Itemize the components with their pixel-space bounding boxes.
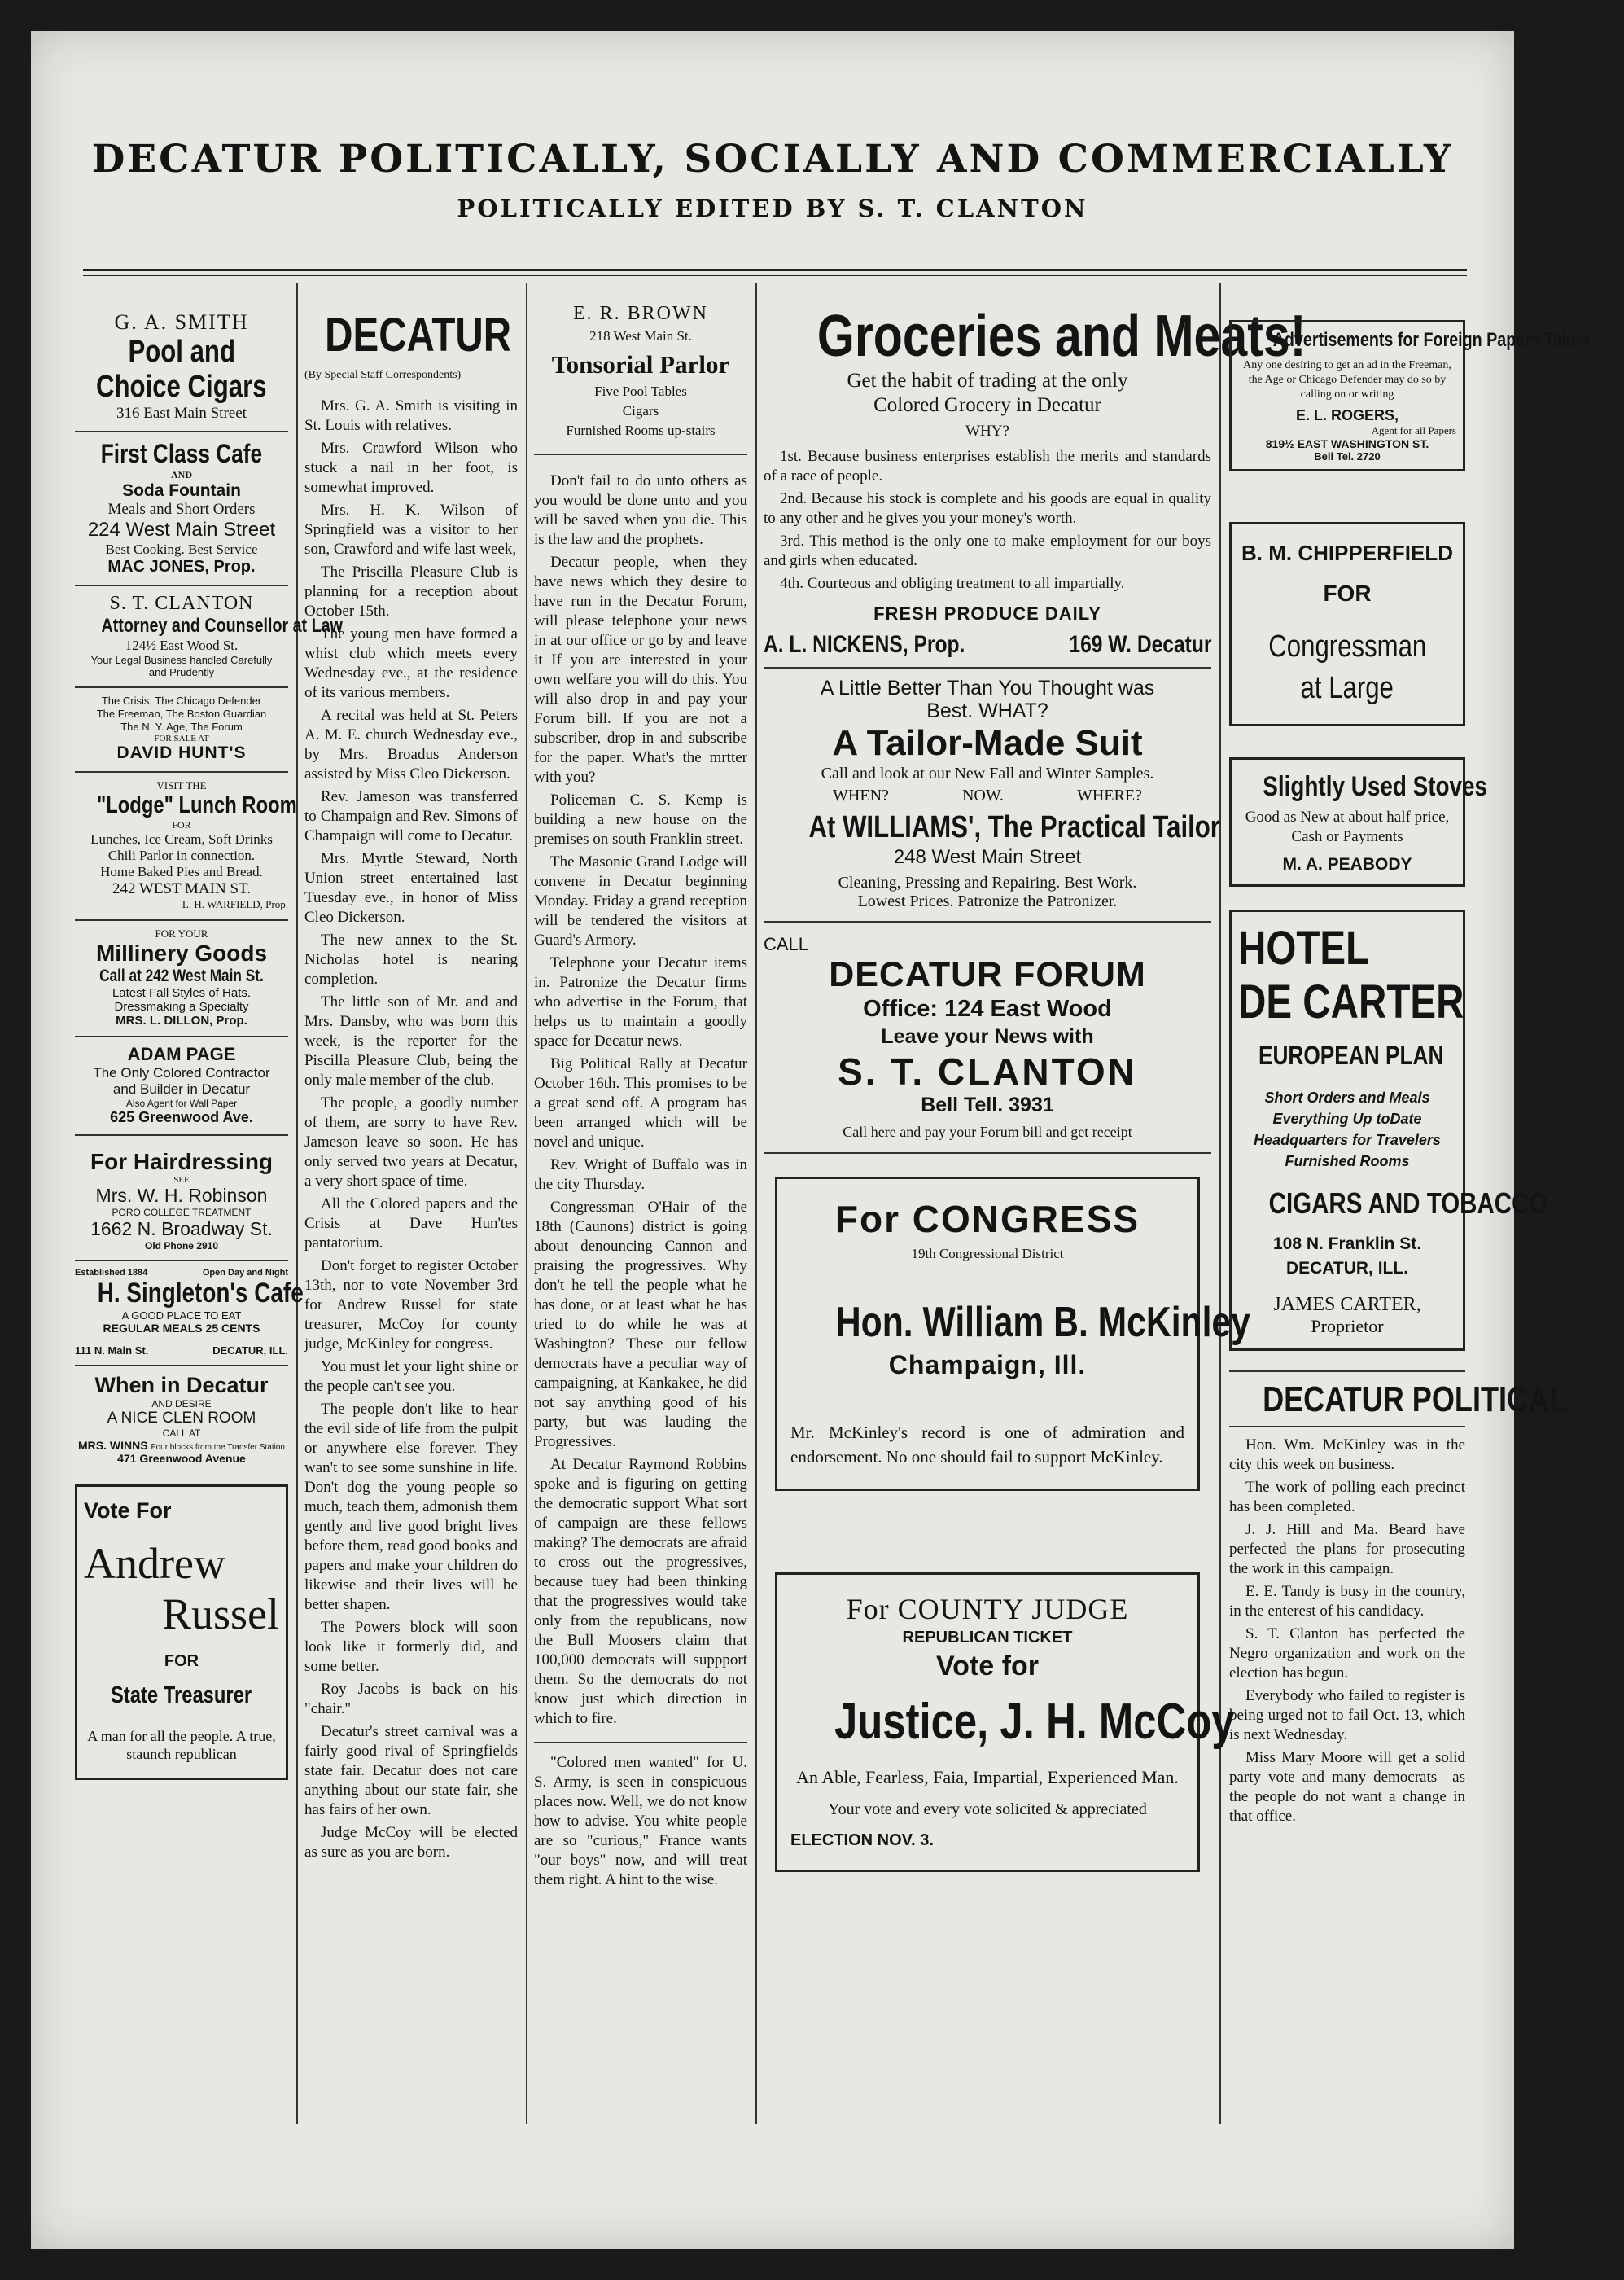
ad-millinery-line: Latest Fall Styles of Hats.: [112, 986, 252, 1000]
news-paragraph: The work of polling each precinct has been completed.: [1229, 1479, 1465, 1515]
column-divider: [526, 283, 527, 2124]
ad-russel-last-name: Russel: [161, 1589, 279, 1638]
ad-hotel-cigars: CIGARS AND TOBACCO: [1268, 1186, 1548, 1220]
news-paragraph: Roy Jacobs is back on his "chair.": [304, 1681, 518, 1717]
ad-foreign-agent: E. L. ROGERS,: [1295, 407, 1399, 423]
ad-judge-text: An Able, Fearless, Faia, Impartial, Experienced Man.: [796, 1767, 1179, 1787]
ad-forum-office: Office: 124 East Wood: [863, 996, 1112, 1022]
news-paragraph: You must let your light shine or the people can't see you.: [304, 1358, 518, 1395]
ad-tailor-line: A Little Better Than You Thought was: [820, 677, 1155, 699]
news-paragraph: At Decatur Raymond Robbins spoke and is figuring on getting the democratic support What sort of campaign are these fellows making? The democrats are afraid to cross out the progressives, because tuey had been thinking that the progressives would take only from the republicans, now the Bull Moosers claim that 100,000 democrats will suppport them. So the democrats do not know just which direction in which to fire.: [534, 1456, 747, 1727]
news-paragraph: Decatur people, when they have news which they desire to have run in the Decatur Forum, will please telephone your news in at our office or go by and leave it If you are interested in your own welfare you will do this. You will also drop in and pay your Forum bill. If you are not a subscriber, drop in and subscribe for the paper. What's the mrtter with you?: [534, 554, 747, 786]
ad-foreign-address: 819½ EAST WASHINGTON ST.: [1265, 437, 1429, 450]
ad-congress-text: Mr. McKinley's record is one of admiration and endorsement. No one should fail to support McKinley.: [790, 1423, 1184, 1467]
ad-stoves: [1229, 757, 1488, 887]
news-paragraph: S. T. Clanton has perfected the Negro organization and work on the election has begun.: [1229, 1625, 1465, 1682]
ad-chip-for: FOR: [1323, 581, 1372, 606]
ad-cafe-address: 224 West Main Street: [87, 519, 276, 541]
news-paragraph: Don't forget to register October 13th, nor to vote November 3rd for Andrew Russel for state treasurer, McCoy for county judge, McKinley for congress.: [304, 1257, 518, 1353]
news-paragraph: The people, a goodly number of them, are sorry to have Rev. Jameson leave so soon. He has only served two years at Decatur, a very short space of time.: [304, 1094, 518, 1190]
news-paragraph: The Masonic Grand Lodge will convene in Decatur beginning Monday. Friday a grand reception will be tendered the visitors at Guard's Armory.: [534, 853, 747, 949]
news-paragraph: The little son of Mr. and and Mrs. Dansby, who was born this week, is the reporter for the Piscilla Pleasure Club, being the only male member of the club.: [304, 993, 518, 1089]
news-paragraph: Hon. Wm. McKinley was in the city this week on business.: [1229, 1436, 1465, 1473]
ad-singleton: [75, 1261, 304, 1366]
ad-congress-district: 19th Congressional District: [911, 1246, 1064, 1261]
ad-brown-line: Cigars: [622, 403, 659, 419]
column-2-news: [304, 304, 518, 1866]
ad-groceries-why: WHY?: [965, 423, 1009, 440]
ad-hotel-address: 108 N. Franklin St.: [1272, 1234, 1422, 1253]
ad-congress-city: Champaign, Ill.: [888, 1350, 1087, 1379]
ad-russel-tagline: A man for all the people. A true, staunch republican: [87, 1728, 276, 1762]
ad-singleton-hours: Open Day and Night: [202, 1268, 288, 1278]
ad-papers-line: The N. Y. Age, The Forum: [120, 721, 243, 733]
ad-forum-line: Leave your News with: [881, 1025, 1094, 1048]
ad-page-line: and Builder in Decatur: [112, 1081, 251, 1097]
ad-chipperfield: [1229, 522, 1465, 726]
ad-brown: [534, 304, 747, 455]
column-3-news: [534, 304, 747, 1893]
column-divider: [296, 283, 298, 2124]
ad-page-line: Also Agent for Wall Paper: [125, 1098, 238, 1109]
news-paragraph: Mrs. Myrtle Steward, North Union street entertained last Tuesday eve., in honor of Miss Cleo Dickerson.: [304, 850, 518, 926]
ad-millinery-address: Call at 242 West Main St.: [99, 967, 264, 985]
ad-winns-heading: When in Decatur: [94, 1373, 269, 1397]
ad-groceries-footer: [764, 631, 1211, 659]
ad-hotel-heading: HOTEL: [1238, 922, 1370, 975]
ad-tailor-heading-2: At WILLIAMS', The Practical Tailor: [808, 810, 1220, 844]
ad-forum: [764, 923, 1211, 1152]
newspaper-page: [31, 31, 1590, 2249]
news-paragraph: Miss Mary Moore will get a solid party vote and many democrats—as the people do not want a change in that office.: [1229, 1749, 1465, 1825]
ad-lodge-heading: "Lodge" Lunch Room: [96, 792, 297, 818]
ad-hair-address: 1662 N. Broadway St.: [90, 1218, 273, 1239]
news-paragraph: Rev. Wright of Buffalo was in the city Thursday.: [534, 1156, 747, 1193]
ad-groceries-reason: 4th. Courteous and obliging treatment to all impartially.: [780, 575, 1125, 592]
ad-singleton-established: Established 1884: [75, 1268, 148, 1278]
ad-groceries-proprietor: A. L. NICKENS, Prop.: [764, 631, 965, 658]
ad-county-judge: [775, 1572, 1235, 1872]
political-heading: DECATUR POLITICAL: [1263, 1379, 1568, 1419]
ad-forum-heading: DECATUR FORUM: [829, 955, 1146, 994]
ad-judge-candidate: Justice, J. H. McCoy: [834, 1694, 1235, 1750]
ad-groceries-reasons: [764, 447, 1211, 594]
ad-foreign-text: Any one desiring to get an ad in the Freeman, the Age or Chicago Defender may do so by calling on or writing: [1243, 359, 1451, 401]
political-news-items: [1229, 1436, 1465, 1826]
ad-winns-line: AND DESIRE: [151, 1398, 212, 1410]
spacer: [764, 1491, 1211, 1572]
column-divider: [755, 283, 757, 2124]
ad-singleton-address: 111 N. Main St.: [75, 1344, 149, 1357]
ad-hair-phone: Old Phone 2910: [144, 1240, 219, 1252]
ad-foreign-line: Agent for all Papers: [1371, 424, 1456, 436]
ad-papers-seller: DAVID HUNT'S: [116, 743, 247, 762]
ad-hotel-proprietor-title: Proprietor: [1311, 1316, 1384, 1336]
ad-tailor: [764, 669, 1220, 921]
ad-brown-line: Furnished Rooms up-stairs: [566, 423, 716, 438]
ad-clanton-line: and Prudently: [148, 666, 215, 678]
ad-smith-heading: Pool and: [128, 335, 235, 369]
column-divider: [1219, 283, 1221, 2124]
news-paragraph: Judge McCoy will be elected as sure as you are born.: [304, 1824, 518, 1861]
decatur-heading-text: DECATUR: [325, 309, 512, 362]
ad-groceries: [764, 304, 1307, 667]
ad-hotel-line: Short Orders and Meals: [1264, 1090, 1430, 1106]
ad-cafe-line: Best Cooking. Best Service: [105, 542, 258, 557]
ad-congress-heading: For CONGRESS: [834, 1198, 1140, 1240]
ad-tailor-line: Cleaning, Pressing and Repairing. Best Work.: [838, 874, 1137, 892]
ad-tailor-heading: A Tailor-Made Suit: [832, 723, 1143, 763]
ad-judge-heading: For COUNTY JUDGE: [846, 1593, 1129, 1625]
masthead: [31, 137, 1514, 222]
ad-groceries-fresh: FRESH PRODUCE DAILY: [873, 603, 1101, 624]
ad-singleton-heading: H. Singleton's Cafe: [97, 1278, 304, 1309]
news-paragraph: Mrs. H. K. Wilson of Springfield was a visitor to her son, Crawford and wife last week,: [304, 502, 518, 558]
ad-hotel-de-carter: [1229, 910, 1548, 1351]
news-paragraph: Congressman O'Hair of the 18th (Caunons) district is going about denouncing Cannon and praising the progressives. Why don't he tell the people what he has done, or at least what he has tried to do while he was at Washington? These our fellow democrats have a peculiar way of campaigning, at Kankakee, he did not say anything good of his party, but was lauding the Progressives.: [534, 1199, 747, 1450]
news-paragraph: Telephone your Decatur items in. Patronize the Decatur firms who advertise in the Forum, that helps us to maintain a goodly space for Decatur news.: [534, 954, 747, 1050]
ad-groceries-reason: 2nd. Because his stock is complete and his goods are equal in quality to any other and he gives you your money's worth.: [764, 490, 1211, 527]
ad-russel: [75, 1484, 288, 1780]
ad-chip-office: Congressman: [1268, 629, 1426, 664]
ad-forum-phone: Bell Tell. 3931: [921, 1094, 1054, 1116]
ad-chip-office-2: at Large: [1300, 671, 1394, 705]
column-3-divider: [534, 1742, 747, 1743]
news-paragraph: Rev. Jameson was transferred to Champaign and Rev. Simons of Champaign will come to Decatur.: [304, 788, 518, 844]
ad-hotel-city: DECATUR, ILL.: [1285, 1259, 1409, 1278]
ad-winns-name: MRS. WINNS: [78, 1439, 148, 1452]
ad-forum-name: S. T. CLANTON: [838, 1050, 1137, 1093]
ad-clanton-address: 124½ East Wood St.: [125, 638, 239, 653]
ad-foreign-papers: [1229, 320, 1590, 471]
news-paragraph: The people don't like to hear the evil side of life from the pulpit or anywhere else forever. They wan't to see some sunshine in life. Don't dog the young people so much, teach them, admonish them gently and live good bright lives before them, read good books and papers and make your children do likewise and their lives will be better shapen.: [304, 1401, 518, 1613]
ad-smith: [75, 304, 288, 432]
ad-tailor-now: NOW.: [961, 787, 1004, 805]
top-rule: [83, 269, 1467, 271]
ad-singleton-top: [75, 1268, 288, 1278]
ad-hairdressing: [75, 1136, 288, 1261]
ad-winns-line: CALL AT: [162, 1427, 201, 1439]
ad-clanton-heading: Attorney and Counsellor at Law: [101, 615, 343, 637]
ad-groceries-line: Get the habit of trading at the only: [847, 370, 1128, 392]
ad-russel-office: State Treasurer: [111, 1682, 252, 1708]
ad-clanton-name: S. T. CLANTON: [109, 593, 254, 614]
ad-congress-candidate: Hon. William B. McKinley: [835, 1299, 1250, 1346]
ad-page-line: The Only Colored Contractor: [93, 1065, 270, 1081]
news-paragraph: "Colored men wanted" for U. S. Army, is seen in conspicuous places now. Well, we do not know how to advise. You white people are so "curious," France wants "our boys" now, and will treat them right. A hint to the wise.: [534, 1754, 747, 1888]
ad-forum-call: CALL: [764, 934, 809, 954]
ad-stoves-heading: Slightly Used Stoves: [1263, 771, 1488, 802]
ad-groceries-address: 169 W. Decatur: [1068, 631, 1211, 658]
decatur-news-items: [304, 397, 518, 1862]
news-paragraph: The young men have formed a whist club which meets every Wednesday eve., at the residence of its various members.: [304, 625, 518, 701]
ad-tailor-where: WHERE?: [1076, 787, 1142, 805]
ad-tailor-line: Call and look at our New Fall and Winter Samples.: [821, 765, 1154, 783]
ad-smith-heading-2: Choice Cigars: [96, 370, 267, 404]
ad-groceries-heading: Groceries and Meats!: [816, 304, 1307, 369]
news-paragraph: The new annex to the St. Nicholas hotel is nearing completion.: [304, 932, 518, 988]
ad-hair-see: SEE: [173, 1175, 190, 1185]
ad-hair-heading: For Hairdressing: [90, 1149, 274, 1174]
ad-judge-vote-for: Vote for: [936, 1651, 1039, 1682]
top-rule-thin: [83, 275, 1467, 276]
ad-brown-name: E. R. BROWN: [573, 303, 708, 324]
ad-judge-election: ELECTION NOV. 3.: [790, 1831, 934, 1849]
column-3-news-items-2: [534, 1753, 747, 1890]
ad-cafe-heading-2: Soda Fountain: [122, 481, 241, 500]
column-1-ads: [75, 304, 343, 1780]
masthead-subtitle: POLITICALLY EDITED BY S. T. CLANTON: [457, 195, 1088, 222]
ad-millinery-heading: Millinery Goods: [95, 940, 268, 966]
ad-tailor-line: Best. WHAT?: [926, 699, 1048, 722]
ad-foreign-phone: Bell Tel. 2720: [1314, 450, 1381, 463]
ad-page-heading: ADAM PAGE: [127, 1044, 236, 1064]
column-3-news-items: [534, 471, 747, 1729]
ad-cafe-heading: First Class Cafe: [100, 439, 263, 468]
ad-stoves-proprietor: M. A. PEABODY: [1282, 855, 1412, 874]
news-paragraph: Mrs. G. A. Smith is visiting in St. Louis with relatives.: [304, 397, 518, 434]
news-paragraph: Decatur's street carnival was a fairly good rival of Springfields state fair. Decatur does not care anything about our state fair, she has fairs of her own.: [304, 1723, 518, 1818]
news-paragraph: Don't fail to do unto others as you would be done unto and you will be saved when you die. This is the law and the prophets.: [534, 472, 747, 548]
ad-hotel-line: Everything Up toDate: [1272, 1111, 1422, 1127]
news-paragraph: All the Colored papers and the Crisis at Dave Hun'tes pantatorium.: [304, 1195, 518, 1252]
ad-papers: [75, 688, 288, 773]
ad-brown-heading: Tonsorial Parlor: [551, 350, 730, 379]
ad-clanton-line: Your Legal Business handled Carefully: [90, 654, 273, 666]
ad-lodge-address: 242 WEST MAIN ST.: [112, 880, 251, 897]
ad-lodge-line: VISIT THE: [156, 779, 207, 791]
news-paragraph: Policeman C. S. Kemp is building a new house on the premises on south Franklin street.: [534, 791, 747, 848]
ad-hotel-line: Headquarters for Travelers: [1254, 1132, 1441, 1148]
political-rule: [1229, 1426, 1465, 1427]
ad-millinery-line: FOR YOUR: [155, 927, 208, 940]
ad-singleton-bottom: [75, 1344, 288, 1357]
ad-singleton-line: REGULAR MEALS 25 CENTS: [103, 1322, 260, 1335]
ad-millinery-proprietor: MRS. L. DILLON, Prop.: [116, 1014, 247, 1028]
ad-page-address: 625 Greenwood Ave.: [110, 1109, 253, 1125]
ad-foreign-heading: Advertisements for Foreign Papers Taken: [1272, 329, 1590, 351]
ad-stoves-text: Good as New at about half price, Cash or Payments: [1245, 809, 1450, 845]
decatur-byline: (By Special Staff Correspondents): [304, 369, 462, 381]
ad-hotel-proprietor: JAMES CARTER,: [1273, 1294, 1421, 1315]
ad-cafe: [75, 432, 288, 586]
ad-chip-name: B. M. CHIPPERFIELD: [1241, 541, 1453, 565]
decatur-political: [1229, 1370, 1568, 1826]
column-4-divider: [764, 1152, 1211, 1154]
news-paragraph: Big Political Rally at Decatur October 16th. This promises to be a great send off. A program has been arranged which will be novel and unique.: [534, 1055, 747, 1151]
ad-brown-address: 218 West Main St.: [589, 328, 692, 344]
ad-adam-page: [75, 1037, 288, 1136]
ad-cafe-line: Meals and Short Orders: [107, 501, 256, 518]
ad-clanton-attorney: [75, 586, 343, 688]
ad-hotel-line: Furnished Rooms: [1285, 1153, 1410, 1169]
news-paragraph: Mrs. Crawford Wilson who stuck a nail in her foot, is somewhat improved.: [304, 440, 518, 496]
ad-papers-line: FOR SALE AT: [154, 734, 209, 743]
ad-millinery: [75, 921, 288, 1037]
ad-judge-ticket: REPUBLICAN TICKET: [902, 1629, 1073, 1646]
ad-forum-line: Call here and pay your Forum bill and get receipt: [843, 1124, 1132, 1140]
column-5-ads: [1224, 304, 1590, 1830]
ad-lodge-line: Chili Parlor in connection.: [107, 848, 256, 863]
ad-singleton-line: A GOOD PLACE TO EAT: [121, 1309, 242, 1322]
ad-judge-text: Your vote and every vote solicited & appreciated: [828, 1800, 1147, 1818]
ad-papers-line: The Freeman, The Boston Guardian: [96, 708, 267, 720]
ad-brown-line: Five Pool Tables: [594, 384, 687, 399]
ad-smith-address: 316 East Main Street: [116, 405, 247, 422]
ad-tailor-address: 248 West Main Street: [893, 846, 1082, 868]
news-paragraph: J. J. Hill and Ma. Beard have perfected the plans for prosecuting the work in this campaign.: [1229, 1521, 1465, 1577]
ad-groceries-reason: 3rd. This method is the only one to make employment for our boys and girls when educated.: [764, 533, 1211, 569]
ad-hotel-heading-2: DE CARTER: [1238, 976, 1464, 1028]
ad-lodge-proprietor: L. H. WARFIELD, Prop.: [182, 898, 288, 910]
ad-singleton-city: DECATUR, ILL.: [212, 1344, 288, 1357]
ad-russel-for: FOR: [164, 1652, 199, 1670]
news-paragraph: The Priscilla Pleasure Club is planning for a reception about October 15th.: [304, 563, 518, 620]
ad-tailor-line: Lowest Prices. Patronize the Patronizer.: [857, 892, 1118, 910]
ad-tailor-questions: [796, 787, 1179, 805]
ad-lodge-line: Home Baked Pies and Bread.: [100, 864, 263, 879]
ad-papers-line: The Crisis, The Chicago Defender: [101, 695, 262, 707]
ad-smith-name: G. A. SMITH: [114, 310, 249, 334]
ad-hair-line: PORO COLLEGE TREATMENT: [112, 1207, 252, 1218]
ad-winns-line: A NICE CLEN ROOM: [107, 1410, 256, 1427]
ad-hair-name: Mrs. W. H. Robinson: [95, 1185, 268, 1206]
ad-cafe-and: AND: [171, 469, 192, 480]
ad-lodge: [75, 773, 297, 921]
ad-groceries-reason: 1st. Because business enterprises establish the merits and standards of a race of people.: [764, 448, 1211, 484]
ad-russel-first-name: Andrew: [84, 1539, 225, 1588]
masthead-title: DECATUR POLITICALLY, SOCIALLY AND COMMERCIALLY: [91, 137, 1454, 182]
news-paragraph: E. E. Tandy is busy in the country, in the enterest of his candidacy.: [1229, 1583, 1465, 1620]
decatur-heading: [304, 309, 518, 362]
ad-lodge-line: Lunches, Ice Cream, Soft Drinks: [90, 831, 273, 847]
ad-millinery-line: Dressmaking a Specialty: [114, 1000, 249, 1014]
ad-russel-line: Vote For: [84, 1498, 172, 1523]
news-paragraph: The Powers block will soon look like it formerly did, and some better.: [304, 1619, 518, 1675]
ad-winns-line: Four blocks from the Transfer Station: [151, 1443, 285, 1452]
news-paragraph: Everybody who failed to register is being urged not to fail Oct. 13, which is next Wednesday.: [1229, 1687, 1465, 1743]
news-paragraph: A recital was held at St. Peters A. M. E. church Wednesday eve., by Mrs. Broadus Anderson assisted by Miss Cleo Dickerson.: [304, 707, 518, 783]
ad-winns: [75, 1366, 288, 1473]
ad-congress: [775, 1177, 1250, 1491]
ad-winns-address: 471 Greenwood Avenue: [117, 1452, 246, 1465]
ad-cafe-proprietor: MAC JONES, Prop.: [107, 558, 256, 576]
ad-groceries-line: Colored Grocery in Decatur: [873, 394, 1101, 416]
ad-lodge-for: FOR: [172, 819, 191, 831]
ad-tailor-when: WHEN?: [833, 787, 889, 805]
ad-hotel-plan: EUROPEAN PLAN: [1258, 1041, 1444, 1070]
